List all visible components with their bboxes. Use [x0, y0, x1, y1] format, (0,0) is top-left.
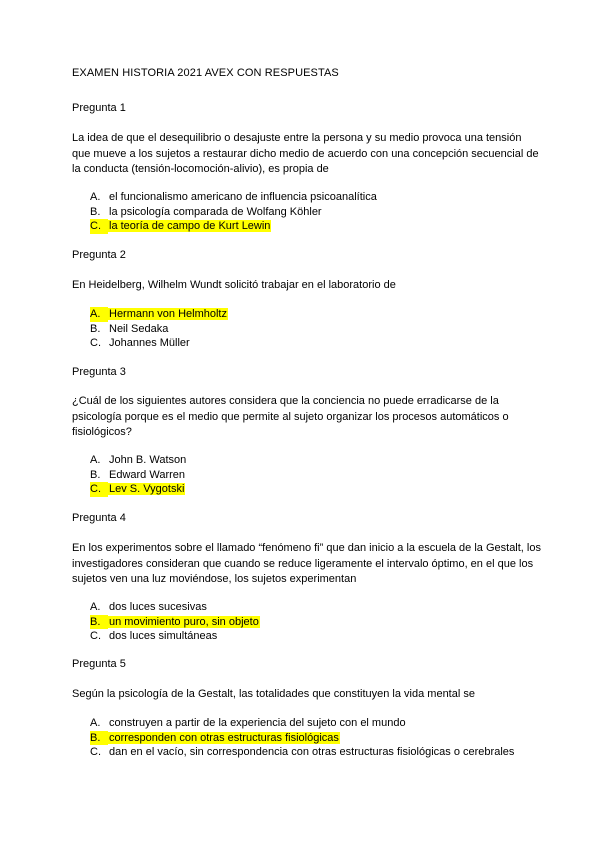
- question-5-option-a: [90, 716, 515, 731]
- question-2-text: En Heidelberg, Wilhelm Wundt solicitó trabajar en el laboratorio de: [72, 279, 396, 291]
- question-1-option-b: [90, 205, 378, 220]
- option-text: dos luces sucesivas: [109, 601, 207, 613]
- option-text: Neil Sedaka: [109, 322, 169, 335]
- question-3-option-a: [90, 453, 187, 468]
- option-letter: B.: [90, 731, 108, 746]
- question-2-heading: Pregunta 2: [72, 249, 126, 261]
- question-3-text: ¿Cuál de los siguientes autores considera que la conciencia no puede erradicarse de la psicología porque es el medio que permite al sujeto organizar los procesos automáticos o fisiológicos?: [72, 395, 509, 438]
- question-4-text: En los experimentos sobre el llamado “fenómeno fi” que dan inicio a la escuela de la Gestalt, los investigadores consideran que cuando se reduce ligeramente el intervalo óptimo, en el que los sujetos ven una luz moviéndose, los sujetos experimentan: [72, 542, 541, 585]
- option-text: Johannes Müller: [109, 337, 190, 349]
- question-4-option-a: [90, 600, 260, 615]
- option-text: dan en el vacío, sin correspondencia con otras estructuras fisiológicas o cerebrales: [109, 746, 515, 758]
- question-1-option-a: [90, 190, 378, 205]
- option-letter: C.: [90, 482, 108, 497]
- document-title: EXAMEN HISTORIA 2021 AVEX CON RESPUESTAS: [72, 67, 339, 79]
- option-letter: C.: [90, 219, 108, 234]
- option-text: dos luces simultáneas: [109, 630, 218, 642]
- option-text: construyen a partir de la experiencia del sujeto con el mundo: [109, 717, 406, 729]
- option-letter: B.: [90, 468, 101, 481]
- question-4-option-c: [90, 629, 260, 644]
- question-3-option-b: [90, 468, 187, 483]
- option-letter: B.: [90, 615, 108, 630]
- question-2-option-b: [90, 322, 228, 337]
- option-letter: A.: [90, 717, 101, 729]
- question-5-options: [90, 716, 515, 760]
- option-text: Edward Warren: [109, 468, 186, 481]
- option-letter: C.: [90, 630, 101, 642]
- option-text: Hermann von Helmholtz: [109, 308, 227, 320]
- option-text: John B. Watson: [109, 454, 187, 466]
- question-4-option-b-correct-answer: [90, 615, 260, 630]
- option-letter: B.: [90, 205, 101, 218]
- question-3-options: [90, 453, 187, 497]
- question-5-heading: Pregunta 5: [72, 658, 126, 670]
- question-2-options: [90, 307, 228, 351]
- question-3-option-c-correct-answer: [90, 482, 187, 497]
- option-letter: A.: [90, 454, 101, 466]
- option-text: corresponden con otras estructuras fisiológicas: [109, 731, 339, 744]
- question-2-option-c: [90, 336, 228, 351]
- question-4-options: [90, 600, 260, 644]
- question-5-option-b-correct-answer: [90, 731, 515, 746]
- option-letter: C.: [90, 337, 101, 349]
- question-5-option-c: [90, 745, 515, 760]
- question-1-options: [90, 190, 378, 234]
- option-letter: A.: [90, 601, 101, 613]
- option-text: un movimiento puro, sin objeto: [109, 615, 259, 628]
- question-2-option-a-correct-answer: [90, 307, 228, 322]
- option-letter: A.: [90, 191, 101, 203]
- option-text: la teoría de campo de Kurt Lewin: [109, 220, 271, 232]
- option-letter: B.: [90, 322, 101, 335]
- question-1-heading: Pregunta 1: [72, 102, 126, 114]
- question-5-text: Según la psicología de la Gestalt, las totalidades que constituyen la vida mental se: [72, 688, 475, 700]
- question-1-text: La idea de que el desequilibrio o desajuste entre la persona y su medio provoca una tensión que mueve a los sujetos a restaurar dicho medio de acuerdo con una concepción secuencial de la conducta (tensión-locomoción-alivio), es propia de: [72, 132, 539, 175]
- option-letter: C.: [90, 746, 101, 758]
- question-1-option-c-correct-answer: [90, 219, 378, 234]
- option-text: Lev S. Vygotski: [109, 483, 185, 495]
- option-letter: A.: [90, 307, 108, 322]
- option-text: la psicología comparada de Wolfang Köhler: [109, 205, 322, 218]
- question-3-heading: Pregunta 3: [72, 366, 126, 378]
- option-text: el funcionalismo americano de influencia psicoanalítica: [109, 191, 377, 203]
- question-4-heading: Pregunta 4: [72, 512, 126, 524]
